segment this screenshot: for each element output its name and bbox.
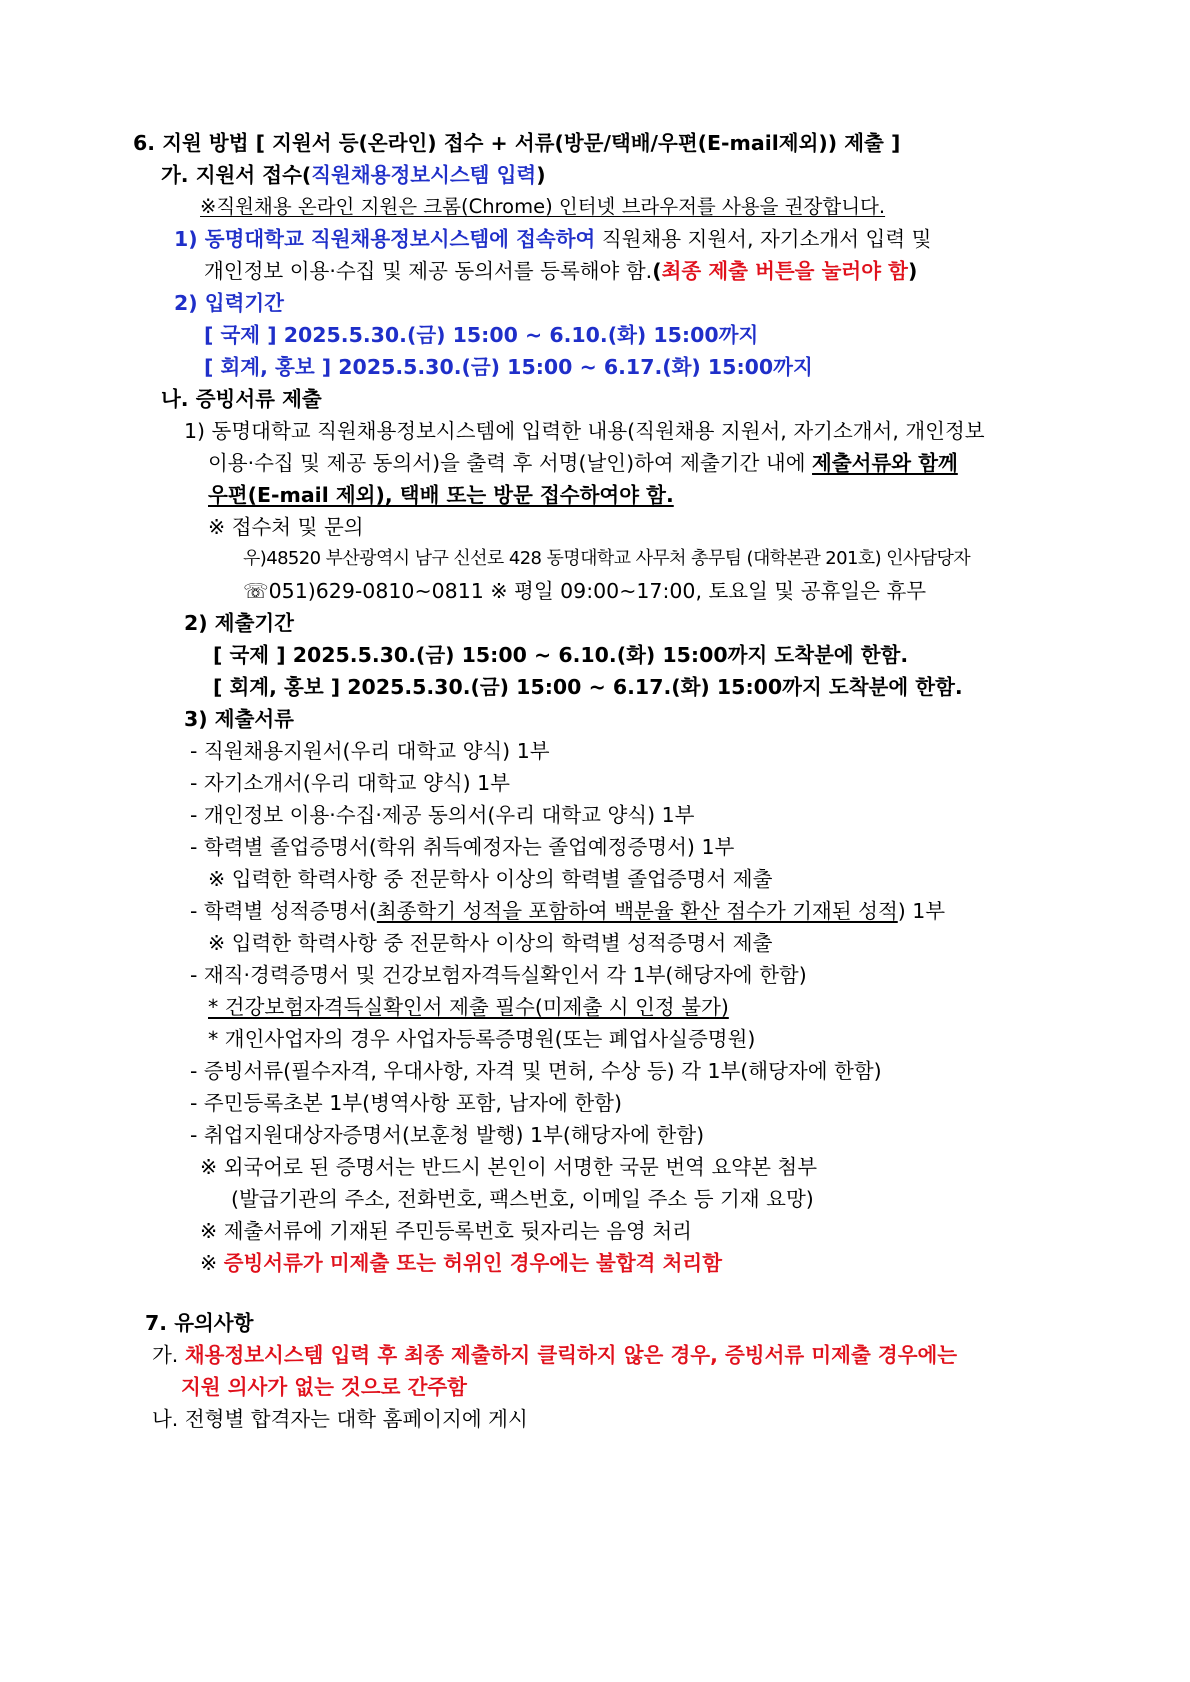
doc-item-career-cert: - 재직·경력증명서 및 건강보험자격득실확인서 각 1부(해당자에 한함): [190, 963, 807, 987]
item-1-line-1: 1) 동명대학교 직원채용정보시스템에 접속하여 직원채용 지원서, 자기소개서 입력 및: [174, 227, 932, 251]
subsection-na-title: 나. 증빙서류 제출: [161, 387, 322, 411]
section-7-ga-line-2: 지원 의사가 없는 것으로 간주함: [181, 1375, 467, 1399]
submit-period-accounting-pr: [ 회계, 홍보 ] 2025.5.30.(금) 15:00 ~ 6.17.(화) 15:00까지 도착분에 한함.: [213, 675, 963, 699]
na-1-line-3: 우편(E-mail 제외), 택배 또는 방문 접수하여야 함.: [208, 483, 674, 507]
input-period-accounting-pr: [ 회계, 홍보 ] 2025.5.30.(금) 15:00 ~ 6.17.(화) 15:00까지: [204, 355, 813, 379]
item-2-input-period: 2) 입력기간: [174, 291, 284, 315]
contact-title: ※ 접수처 및 문의: [208, 515, 364, 539]
input-period-international: [ 국제 ] 2025.5.30.(금) 15:00 ~ 6.10.(화) 15:00까지: [204, 323, 759, 347]
na-1-line-2: 이용·수집 및 제공 동의서)을 출력 후 서명(날인)하여 제출기간 내에 제출서류와 함께: [208, 451, 958, 475]
documents-title: 3) 제출서류: [184, 707, 294, 731]
doc-item-evidence: - 증빙서류(필수자격, 우대사항, 자격 및 면허, 수상 등) 각 1부(해당자에 한함): [190, 1059, 882, 1083]
na-1-line-1: 1) 동명대학교 직원채용정보시스템에 입력한 내용(직원채용 지원서, 자기소개서, 개인정보: [184, 419, 985, 443]
subsection-ga-title: 가. 지원서 접수(직원채용정보시스템 입력): [161, 163, 546, 187]
footnote-translation-detail: (발급기관의 주소, 전화번호, 팩스번호, 이메일 주소 등 기재 요망): [231, 1187, 814, 1211]
doc-item-privacy-consent: - 개인정보 이용·수집·제공 동의서(우리 대학교 양식) 1부: [190, 803, 695, 827]
doc-item-veteran-cert: - 취업지원대상자증명서(보훈청 발행) 1부(해당자에 한함): [190, 1123, 705, 1147]
submit-period-international: [ 국제 ] 2025.5.30.(금) 15:00 ~ 6.10.(화) 15:00까지 도착분에 한함.: [213, 643, 909, 667]
doc-item-self-intro: - 자기소개서(우리 대학교 양식) 1부: [190, 771, 510, 795]
item-1-line-2: 개인정보 이용·수집 및 제공 동의서를 등록해야 함.(최종 제출 버튼을 눌러야 함): [204, 259, 918, 283]
doc-item-career-note-2: * 개인사업자의 경우 사업자등록증명원(또는 폐업사실증명원): [208, 1027, 756, 1051]
section-6-title: 6. 지원 방법 [ 지원서 등(온라인) 접수 + 서류(방문/택배/우편(E-mail제외)) 제출 ]: [133, 131, 901, 155]
doc-item-graduation-note: ※ 입력한 학력사항 중 전문학사 이상의 학력별 졸업증명서 제출: [208, 867, 773, 891]
contact-address: 우)48520 부산광역시 남구 신선로 428 동명대학교 사무처 총무팀 (대학본관 201호) 인사담당자: [243, 548, 971, 569]
doc-item-transcript: - 학력별 성적증명서(최종학기 성적을 포함하여 백분율 환산 점수가 기재된 성적) 1부: [190, 899, 946, 923]
doc-item-graduation-cert: - 학력별 졸업증명서(학위 취득예정자는 졸업예정증명서) 1부: [190, 835, 735, 859]
footnote-masking: ※ 제출서류에 기재된 주민등록번호 뒷자리는 음영 처리: [200, 1219, 692, 1243]
section-7-title: 7. 유의사항: [145, 1311, 254, 1335]
submit-period-title: 2) 제출기간: [184, 611, 294, 635]
browser-note: ※직원채용 온라인 지원은 크롬(Chrome) 인터넷 브라우저를 사용을 권장합니다.: [200, 195, 886, 218]
footnote-translation: ※ 외국어로 된 증명서는 반드시 본인이 서명한 국문 번역 요약본 첨부: [200, 1155, 818, 1179]
contact-phone: ☏051)629-0810~0811 ※ 평일 09:00~17:00, 토요일 및 공휴일은 휴무: [243, 579, 927, 603]
section-7-ga-line-1: 가. 채용정보시스템 입력 후 최종 제출하지 클릭하지 않은 경우, 증빙서류 미제출 경우에는: [152, 1343, 958, 1367]
doc-item-application: - 직원채용지원서(우리 대학교 양식) 1부: [190, 739, 550, 763]
doc-item-resident-abstract: - 주민등록초본 1부(병역사항 포함, 남자에 한함): [190, 1091, 622, 1115]
doc-item-transcript-note: ※ 입력한 학력사항 중 전문학사 이상의 학력별 성적증명서 제출: [208, 931, 773, 955]
doc-item-career-note-1: * 건강보험자격득실확인서 제출 필수(미제출 시 인정 불가): [208, 995, 729, 1019]
footnote-disqualification: ※ 증빙서류가 미제출 또는 허위인 경우에는 불합격 처리함: [200, 1251, 722, 1275]
section-7-na: 나. 전형별 합격자는 대학 홈페이지에 게시: [152, 1407, 528, 1431]
